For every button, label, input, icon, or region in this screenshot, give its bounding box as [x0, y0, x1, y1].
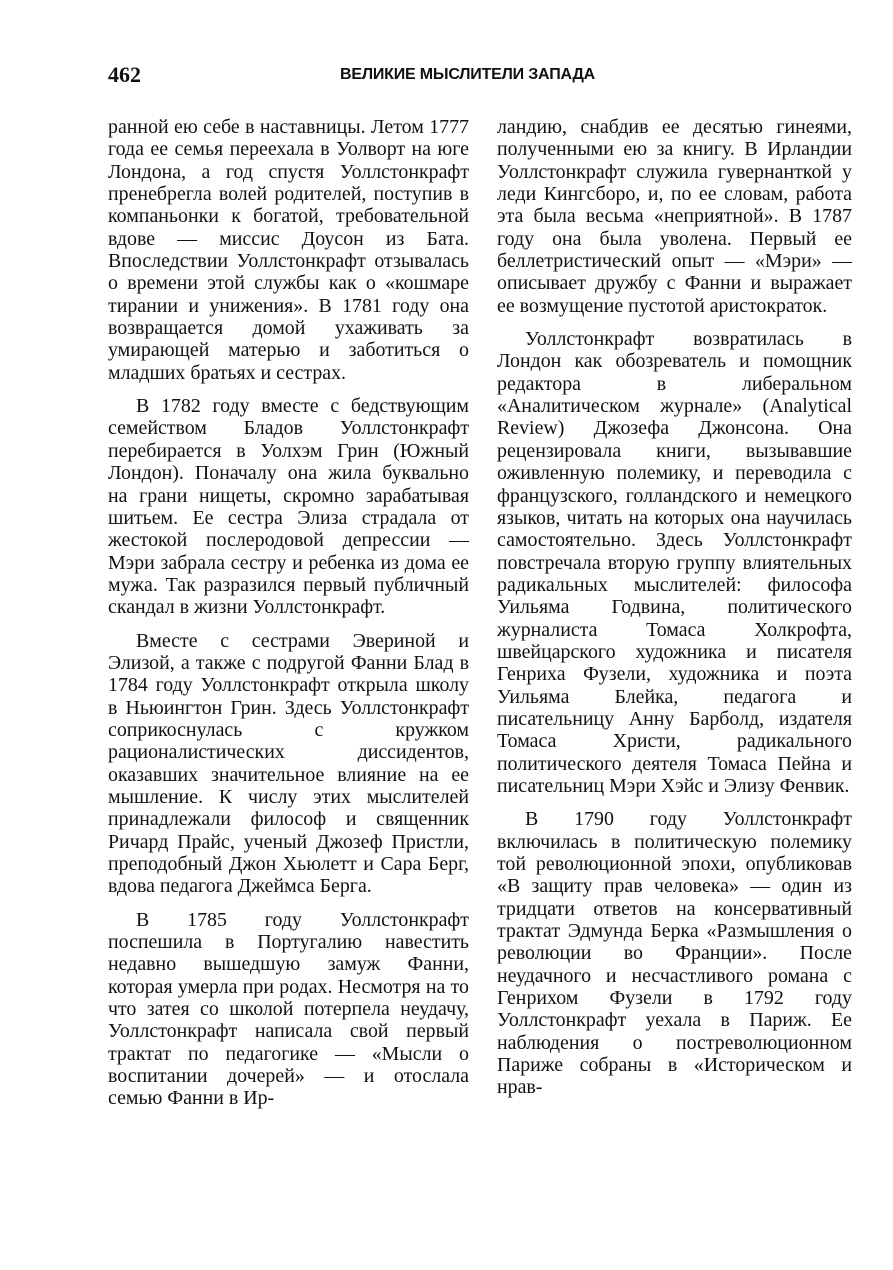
running-head-title: ВЕЛИКИЕ МЫСЛИТЕЛИ ЗАПАДА — [340, 66, 595, 83]
paragraph: Вместе с сестрами Эвериной и Элизой, а также с подругой Фанни Блад в 1784 году Уоллстонкрафт открыла школу в Ньюингтон Грин. Здесь Уоллстонкрафт соприкоснулась с кружком рационалистических диссидентов, оказавших значительное влияние на ее мышление. К числу этих мыслителей принадлежали философ и священник Ричард Прайс, ученый Джозеф Пристли, преподобный Джон Хьюлетт и Сара Берг, вдова педагога Джеймса Берга. — [108, 629, 469, 898]
paragraph: ранной ею себе в наставницы. Летом 1777 года ее семья переехала в Уолворт на юге Лондона, а год спустя Уоллстонкрафт пренебрегла волей родителей, поступив в компаньонки к богатой, требовательной вдове — миссис Доусон из Бата. Впоследствии Уоллстонкрафт отзывалась о времени этой службы как о «кошмаре тирании и унижения». В 1781 году она возвращается домой ухаживать за умирающей матерью и заботиться о младших братьях и сестрах. — [108, 116, 469, 384]
right-text-column — [497, 116, 852, 1099]
paragraph: В 1790 году Уоллстонкрафт включилась в политическую полемику той революционной эпохи, опубликовав «В защиту прав человека» — один из тридцати ответов на консервативный трактат Эдмунда Берка «Размышления о революции во Франции». После неудачного и несчастливого романа с Генрихом Фузели в 1792 году Уоллстонкрафт уехала в Париж. Ее наблюдения о постреволюционном Париже собраны в «Историческом и нрав- — [497, 808, 852, 1099]
page-number: 462 — [108, 62, 141, 87]
left-text-column — [108, 116, 469, 1110]
paragraph: В 1782 году вместе с бедствующим семейством Бладов Уоллстонкрафт перебирается в Уолхэм Грин (Южный Лондон). Поначалу она жила буквально на грани нищеты, скромно зарабатывая шитьем. Ее сестра Элиза страдала от жестокой послеродовой депрессии — Мэри забрала сестру и ребенка из дома ее мужа. Так разразился первый публичный скандал в жизни Уоллстонкрафт. — [108, 395, 469, 619]
paragraph: Уоллстонкрафт возвратилась в Лондон как обозреватель и помощник редактора в либеральном «Аналитическом журнале» (Analytical Review) Джозефа Джонсона. Она рецензировала книги, вызывавшие оживленную полемику, и переводила с французского, голландского и немецкого языков, читать на которых она научилась самостоятельно. Здесь Уоллстонкрафт повстречала вторую группу влиятельных радикальных мыслителей: философа Уильяма Годвина, политического журналиста Томаса Холкрофта, швейцарского художника и писателя Генриха Фузели, художника и поэта Уильяма Блейка, педагога и писательницу Анну Барболд, издателя Томаса Христи, радикального политического деятеля Томаса Пейна и писательниц Мэри Хэйс и Элизу Фенвик. — [497, 328, 852, 797]
paragraph: ландию, снабдив ее десятью гинеями, полученными ею за книгу. В Ирландии Уоллстонкрафт служила гувернанткой у леди Кингсборо, и, по ее словам, работа эта была весьма «неприятной». В 1787 году она была уволена. Первый ее беллетристический опыт — «Мэри» — описывает дружбу с Фанни и выражает ее возмущение пустотой аристократок. — [497, 116, 852, 317]
paragraph: В 1785 году Уоллстонкрафт поспешила в Португалию навестить недавно вышедшую замуж Фанни, которая умерла при родах. Несмотря на то что затея со школой потерпела неудачу, Уоллстонкрафт написала свой первый трактат по педагогике — «Мысли о воспитании дочерей» — и отослала семью Фанни в Ир- — [108, 908, 469, 1110]
